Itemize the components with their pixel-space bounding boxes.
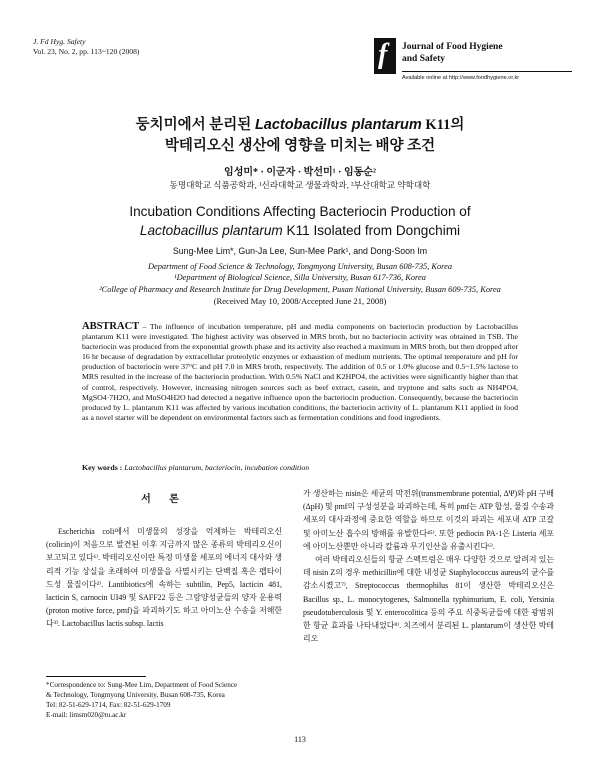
journal-name bbox=[402, 41, 503, 65]
right-paragraph-1: 가 생산하는 nisin은 세균의 막전위(transmembrane potential, ΔΨ)와 pH 구배 (ΔpH) 및 pmf의 구성성분을 파괴하는데, 특히 pmf는 ATP 합성, 물질 수송과 세포의 대사과정에 중요한 역할을 하므로 이것의 파괴는 세포내 ATP 고갈 및 아미노산 흡수의 방해를 유발한다⁴⁵⁾. 또한 pediocin PA-1은 Listeria 세포에 아미노산뿐만 아니라 칼륨과 무기인산을 유출시킨다⁶⁾. bbox=[303, 489, 554, 551]
abstract-label: ABSTRACT bbox=[82, 321, 140, 332]
body-left-column bbox=[46, 525, 282, 631]
title-ko-species: Lactobacillus plantarum bbox=[254, 117, 422, 133]
journal-citation bbox=[33, 37, 139, 57]
title-korean-line1 bbox=[60, 115, 540, 136]
abstract-text: – The influence of incubation temperature, pH and media components on bacteriocin production by Lactobacillus plantarum K11 were investigated. The highest activity was observed in MRS broth, but no bacteriocin activity was obtained in TSB. The bacteriocin was produced from the exponential growth phase and its activity also reached a maximum in MRS broth, but then dropped after 16 hr because of degradation by extracellular proteolytic enzymes or exhaustion of medium nutrients. The optimal temperature and pH for production of bacteriocin were 37°C and pH 7.0 in MRS broth, respectively. The addition of 0.5 or 1.0% glucose and 0.5~1.5% lactose to MRS resulted in the increase of the bacteriocin production. With 0.5% NaCl and K2HPO4, the activities were significantly higher than that of control, respectively. However, increasing nitrogen sources such as beef extract, casein, and tryptone and salts such as NH4PO4, MgSO4·7H2O, and MnSO4H2O had detected a negative influence upon the bacteriocin production. Consequently, because the bacteriocin produced by L. plantarum K11 was affected by various incubation conditions, the bacteriocin activity of L. plantarum K11 applied in food as a novel starter will be dependent on environmental factors such as fermentation conditions and food ingredients. bbox=[82, 322, 518, 422]
title-english-line2 bbox=[40, 221, 560, 240]
right-paragraph-2: 여러 박테리오신들의 항균 스펙트럼은 매우 다양한 것으로 알려져 있는데 nisin Z의 경우 methicillin에 대한 내성균 Staphylococcus aureus의 균수를 감소시켰고⁷⁾, Streptococcus thermophilus 81이 생산한 박테리오신은 Bacillus sp., L. monocytogenes, Salmonella typhimurium, E. coli, Yersinia pseudotuberculosis 및 Y. enterocolitica 등의 주요 식중독균들에 대한 광범위한 항균 효과를 나타내었다⁸⁾. 치즈에서 분리된 L. plantarum이 생산한 박테리오 bbox=[303, 555, 554, 644]
affiliation-1: Department of Food Science & Technology, Tongmyong University, Busan 608-735, Korea bbox=[147, 262, 453, 271]
footnote-line3: Tel: 82-51-629-1714, Fax: 82-51-629-1709 bbox=[46, 701, 171, 709]
journal-url: Available online at http://www.foodhygiene.or.kr bbox=[402, 75, 520, 81]
affiliation-3: ²College of Pharmacy and Research Institute for Drug Development, Pusan National University, Busan 609-735, Korea bbox=[99, 284, 501, 294]
journal-logo bbox=[374, 38, 396, 74]
body-right-column bbox=[303, 487, 554, 645]
affiliation-2: ¹Department of Biological Science, Silla University, Busan 617-736, Korea bbox=[174, 273, 426, 283]
volume-line: Vol. 23, No. 2, pp. 113~120 (2008) bbox=[33, 47, 140, 56]
title-korean bbox=[60, 115, 540, 157]
keywords-text: Lactobacillus plantarum, bacteriocin, incubation condition bbox=[122, 463, 310, 472]
correspondence-footnote bbox=[46, 680, 286, 720]
left-paragraph: Escherichia coli에서 미생물의 성장을 억제하는 박테리오신 (colicin)이 처음으로 발견된 이후 지금까지 많은 종류의 박테리오신이 보고되고 있다¹⁾. 박테리오신이란 특정 미생물 세포의 에너지 대사와 생리적 기능 상실을 초래하여 미생물을 사멸시키는 단백질 혹은 펩타이드성 물질이다²⁾. Lantibiotics에 속하는 subtilin, Pep5, lacticin 481, lacticin S, carnocin UI49 및 SAFF22 등은 그람양성균들의 양자 운용력 (proton motive force, pmf)을 파괴하기도 하고 아미노산 수송을 저해한다³⁾. Lactobacillus lactis subsp. lactis bbox=[46, 527, 282, 629]
footnote-divider bbox=[46, 676, 146, 677]
title-ko-pre: 둥치미에서 분리된 bbox=[135, 117, 255, 133]
keywords bbox=[82, 463, 309, 472]
footnote-line1: *Correspondence to: Sung-Mee Lim, Department of Food Science bbox=[46, 681, 238, 689]
affiliations-english bbox=[30, 261, 570, 295]
authors-english: Sung-Mee Lim*, Gun-Ja Lee, Sun-Mee Park¹, and Dong-Soon Im bbox=[172, 246, 428, 256]
title-english-line1: Incubation Conditions Affecting Bacteriocin Production of bbox=[129, 204, 471, 219]
footnote-line2: & Technology, Tongmyong University, Busan 608-735, Korea bbox=[46, 691, 225, 699]
received-dates: (Received May 10, 2008/Accepted June 21, 2008) bbox=[213, 296, 387, 306]
logo-letter: f bbox=[378, 39, 388, 70]
journal-divider bbox=[402, 71, 572, 72]
title-ko-post: K11의 bbox=[421, 117, 465, 133]
page-number: 113 bbox=[294, 735, 306, 744]
title-en-species: Lactobacillus plantarum bbox=[139, 223, 283, 238]
section-heading-intro: 서 론 bbox=[141, 494, 187, 505]
journal-name-line1: Journal of Food Hygiene bbox=[402, 42, 503, 52]
abstract bbox=[82, 322, 518, 423]
keywords-label: Key words : bbox=[82, 463, 123, 472]
journal-name-line2: and Safety bbox=[402, 54, 446, 64]
affiliation-korean: 동명대학교 식품공학과, ¹신라대학교 생물과학과, ²부산대학교 약학대학 bbox=[169, 180, 431, 190]
title-en-post: K11 Isolated from Dongchimi bbox=[282, 223, 461, 238]
title-korean-line2: 박테리오신 생산에 영향을 미치는 배양 조건 bbox=[164, 138, 436, 154]
title-english bbox=[40, 202, 560, 240]
journal-abbrev: J. Fd Hyg. Safety bbox=[33, 37, 86, 46]
authors-korean: 임성미* · 이군자 · 박선미¹ · 임동순² bbox=[224, 167, 376, 178]
footnote-email: E-mail: limsm020@tu.ac.kr bbox=[46, 711, 127, 719]
